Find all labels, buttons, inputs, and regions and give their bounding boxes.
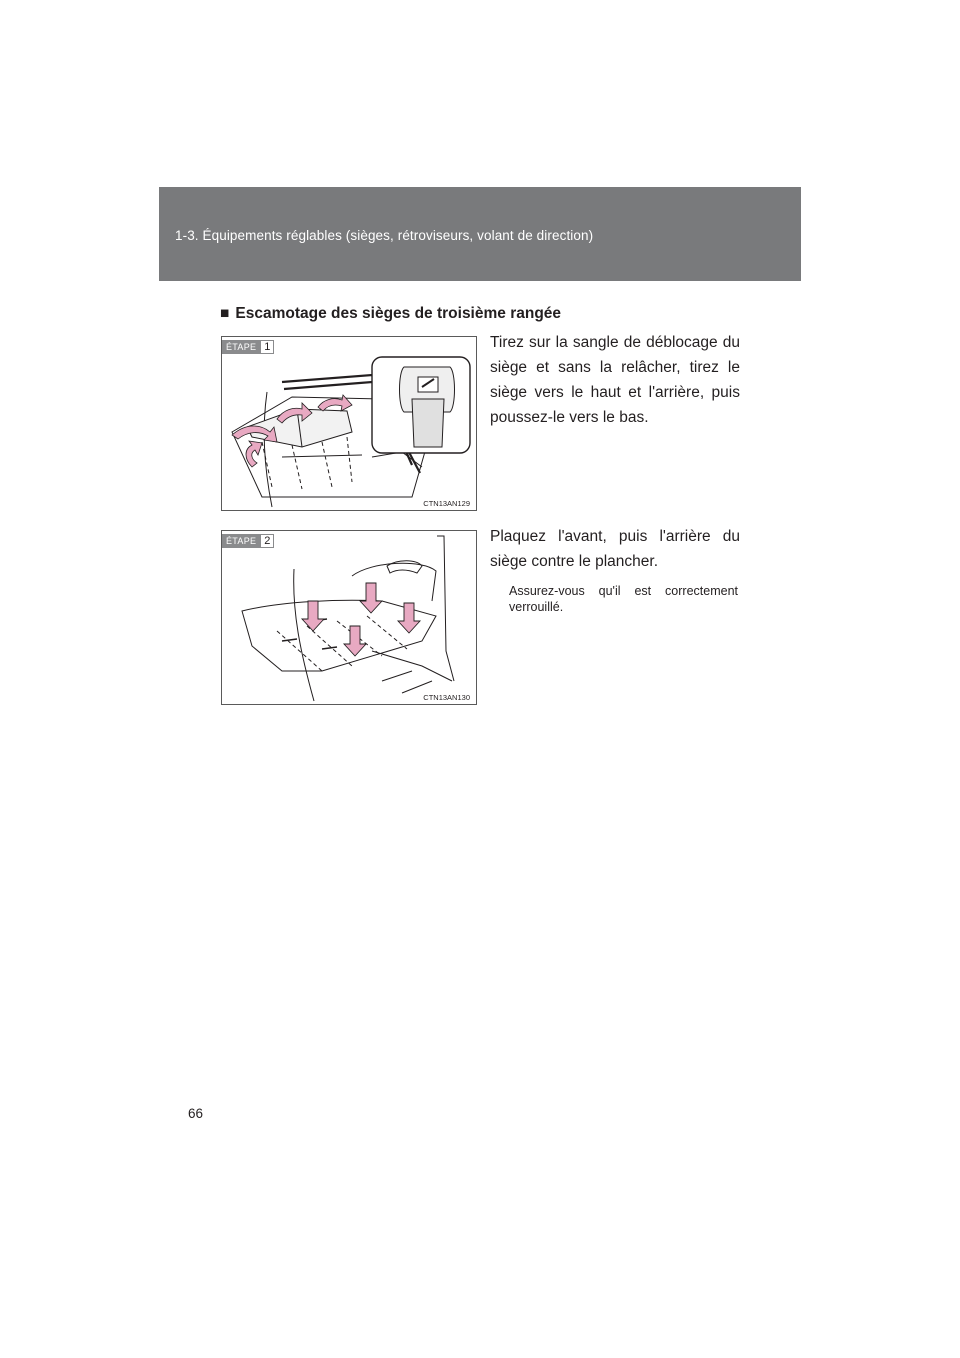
page-number: 66: [188, 1106, 204, 1121]
step1-instruction: Tirez sur la sangle de déblocage du siège et sans la relâcher, tirez le siège vers le haut et l'arrière, puis poussez-le vers le bas.: [490, 334, 740, 426]
chapter-header: 1-3. Équipements réglables (sièges, rétroviseurs, volant de direction): [175, 228, 594, 243]
step2-note: Assurez-vous qu'il est correctement verrouillé.: [509, 584, 738, 614]
seat-fold-flat-illustration: [222, 531, 476, 704]
step2-number: 2: [260, 534, 274, 548]
step1-number: 1: [260, 340, 274, 354]
step2-label: ÉTAPE: [222, 534, 260, 548]
section-title-text: Escamotage des sièges de troisième rangée: [235, 305, 562, 322]
step2-badge: [222, 534, 274, 548]
step2-illustration: [221, 530, 477, 705]
step1-badge: [222, 340, 274, 354]
step2-figure-code: CTN13AN130: [423, 693, 470, 702]
square-bullet-icon: ■: [220, 305, 230, 322]
step1-label: ÉTAPE: [222, 340, 260, 354]
seat-release-strap-illustration: [222, 337, 476, 510]
step2-instruction: Plaquez l'avant, puis l'arrière du siège contre le plancher.: [490, 528, 740, 570]
step1-illustration: [221, 336, 477, 511]
step1-figure-code: CTN13AN129: [423, 499, 470, 508]
section-title: [220, 305, 561, 323]
